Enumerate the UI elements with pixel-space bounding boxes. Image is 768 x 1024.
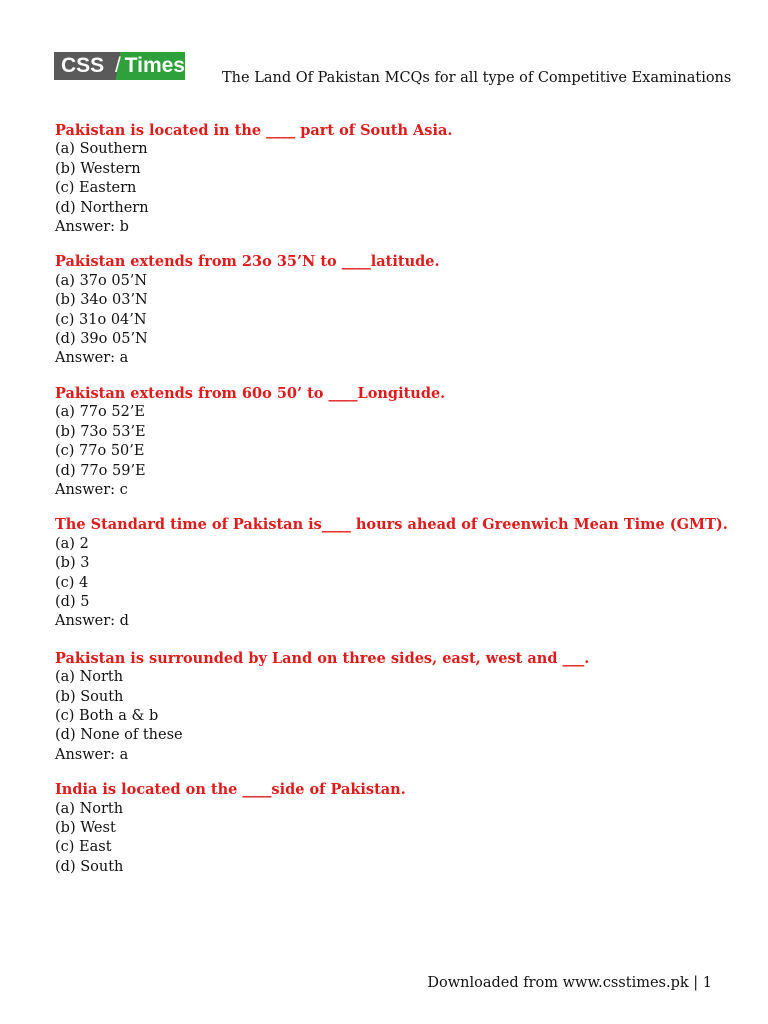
answer: Answer: a	[55, 350, 129, 367]
answer: Answer: b	[55, 219, 129, 236]
option-c: (c) Eastern	[55, 180, 137, 197]
option-c: (c) 4	[55, 574, 89, 591]
question-text: Pakistan extends from 60o 50’ to ____Longitude.	[55, 384, 446, 402]
answer: Answer: d	[55, 613, 129, 630]
option-a: (a) Southern	[55, 141, 148, 158]
page-footer: Downloaded from www.csstimes.pk | 1	[427, 975, 712, 991]
option-b: (b) West	[55, 820, 116, 836]
option-b: (b) South	[55, 688, 124, 705]
option-c: (c) 77o 50’E	[55, 443, 145, 460]
question-text: India is located on the ____side of Pakistan.	[55, 781, 406, 799]
option-c: (c) East	[55, 839, 112, 856]
option-a: (a) North	[55, 669, 124, 686]
question-3	[55, 384, 735, 500]
logo-slash: /	[113, 52, 122, 80]
question-text: Pakistan is located in the ____ part of South Asia.	[55, 122, 453, 139]
option-a: (a) North	[55, 800, 124, 817]
logo-css-text: CSS	[54, 52, 113, 80]
option-a: (a) 2	[55, 535, 89, 552]
option-b: (b) 73o 53’E	[55, 423, 146, 440]
option-d: (d) South	[55, 858, 124, 875]
option-a: (a) 37o 05’N	[55, 272, 148, 289]
logo-times-text: Times	[123, 52, 185, 80]
question-text: Pakistan extends from 23o 35’N to ____latitude.	[55, 253, 440, 271]
question-5	[55, 649, 735, 765]
option-d: (d) 77o 59’E	[55, 462, 146, 479]
css-times-logo	[54, 52, 185, 80]
answer: Answer: c	[55, 481, 128, 498]
mcq-list	[55, 121, 735, 892]
answer: Answer: a	[55, 746, 129, 763]
option-c: (c) 31o 04’N	[55, 311, 147, 328]
question-4	[55, 515, 735, 631]
option-b: (b) 34o 03’N	[55, 292, 148, 309]
option-d: (d) 39o 05’N	[55, 331, 148, 348]
option-b: (b) 3	[55, 555, 90, 572]
question-1	[55, 121, 735, 237]
option-c: (c) Both a & b	[55, 707, 159, 724]
question-2	[55, 252, 735, 368]
question-text: Pakistan is surrounded by Land on three sides, east, west and ___.	[55, 649, 590, 667]
question-text: The Standard time of Pakistan is____ hours ahead of Greenwich Mean Time (GMT).	[55, 516, 728, 534]
page-header-title: The Land Of Pakistan MCQs for all type of Competitive Examinations	[222, 70, 732, 86]
question-6	[55, 780, 735, 877]
option-d: (d) None of these	[55, 727, 183, 744]
option-d: (d) 5	[55, 593, 90, 610]
option-b: (b) Western	[55, 160, 141, 177]
option-a: (a) 77o 52’E	[55, 404, 146, 421]
option-d: (d) Northern	[55, 199, 149, 216]
